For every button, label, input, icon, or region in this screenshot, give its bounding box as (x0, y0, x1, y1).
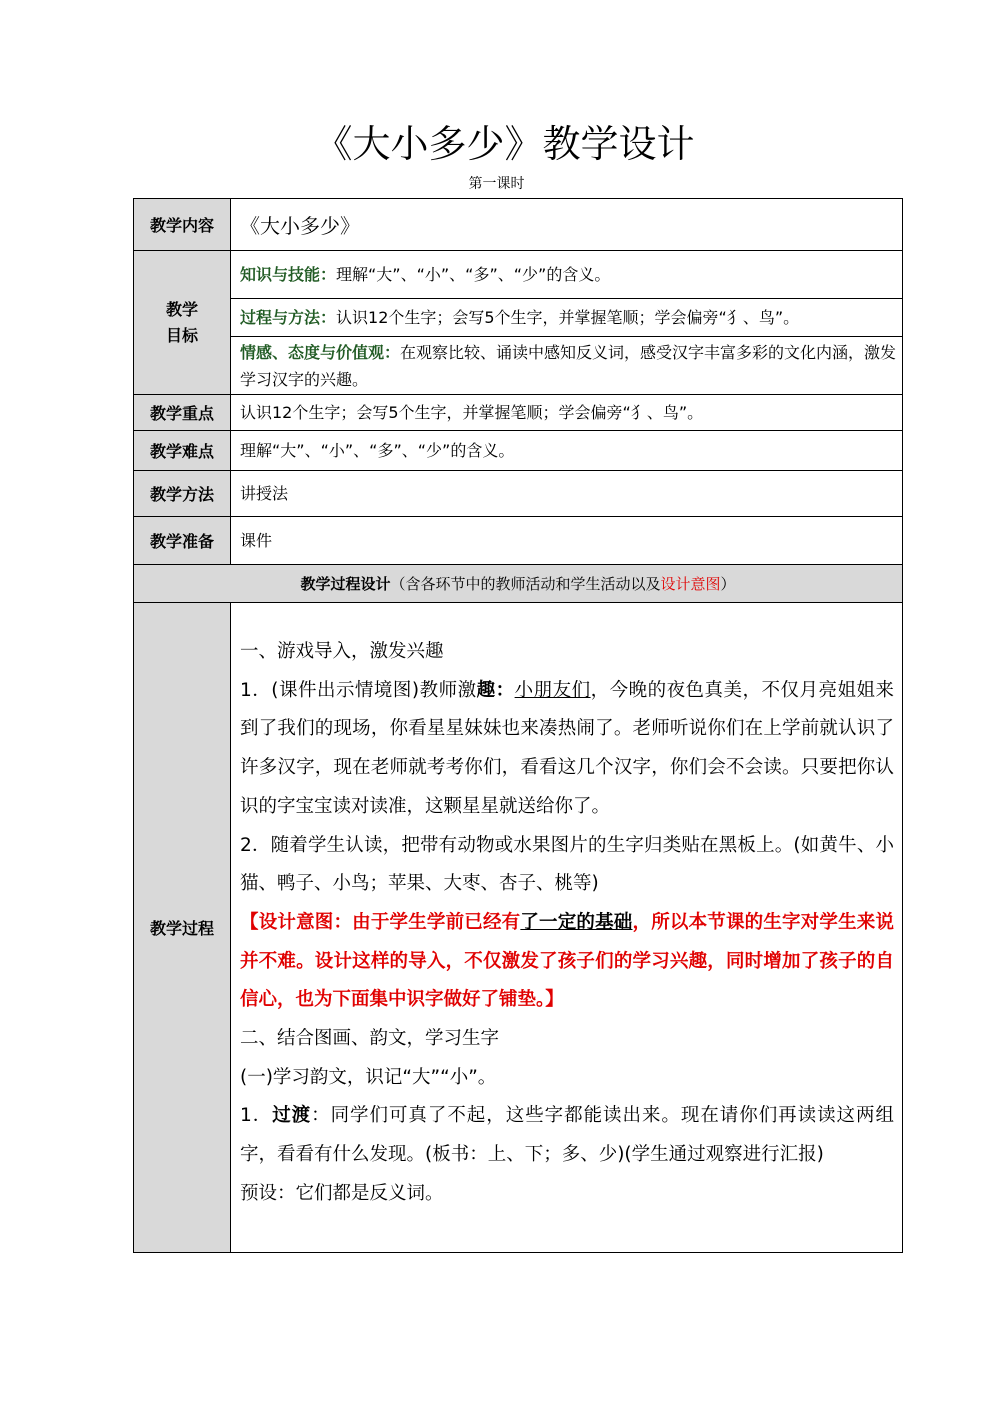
design-intent (240, 904, 894, 1020)
label-difficulties: 教学难点 (134, 431, 231, 471)
value-method: 讲授法 (231, 471, 903, 517)
section2-title: 二、结合图画、韵文，学习生字 (240, 1028, 500, 1050)
paragraph-2: 2．随着学生认读，把带有动物或水果图片的生字归类贴在黑板上。(如黄牛、小猫、鸭子、小鸟；苹果、大枣、杏子、桃等) (240, 834, 894, 895)
row-goal-emotion (134, 337, 903, 395)
design-header (134, 565, 903, 603)
row-preparation (134, 517, 903, 565)
design-part-b: 了一定的基础 (520, 911, 633, 933)
label-goals-line1: 教学 (165, 299, 198, 319)
paragraph-3 (240, 1097, 894, 1174)
label-key-points: 教学重点 (134, 395, 231, 431)
design-part-a: 【设计意图：由于学生学前已经有 (240, 911, 521, 933)
p1-part-b: 趣： (476, 679, 515, 701)
lesson-subtitle: 第一课时 (468, 176, 525, 192)
paragraph-4: 预设：它们都是反义词。 (240, 1182, 444, 1204)
label-content: 教学内容 (134, 199, 231, 251)
paragraph-1 (240, 672, 894, 827)
subsection-1: (一)学习韵文，识记“大”“小”。 (240, 1066, 497, 1088)
section1-title: 一、游戏导入，激发兴趣 (240, 641, 444, 662)
page-title: 《大小多少》教学设计 (314, 122, 695, 166)
label-method: 教学方法 (134, 471, 231, 517)
content-text: 《大小多少》 (240, 214, 360, 238)
goal-knowledge-heading: 知识与技能： (240, 265, 337, 284)
row-design-header (134, 565, 903, 603)
design-header-red: 设计意图 (660, 575, 721, 593)
p1-part-d: ，今晚的夜色真美，不仅月亮姐姐来到了我们的现场，你看星星妹妹也来凑热闹了。老师听说你们在上学前就认识了许多汉字，现在老师就考考你们，看看这几个汉字，你们会不会读。只要把你认识的字宝宝读对读准，这颗星星就送给你了。 (240, 679, 894, 817)
label-goals (134, 251, 231, 395)
goal-emotion-text: 在观察比较、诵读中感知反义词，感受汉字丰富多彩的文化内涵，激发学习汉字的兴趣。 (240, 342, 897, 389)
row-goal-process (134, 299, 903, 337)
label-goals-line2: 目标 (165, 325, 198, 345)
row-difficulties (134, 431, 903, 471)
row-key-points (134, 395, 903, 431)
row-goal-knowledge (134, 251, 903, 299)
row-process (134, 603, 903, 1253)
design-header-bold: 教学过程设计 (300, 575, 391, 593)
goal-process-heading: 过程与方法： (240, 308, 337, 327)
goal-knowledge (231, 251, 903, 299)
label-preparation: 教学准备 (134, 517, 231, 565)
value-preparation: 课件 (231, 517, 903, 565)
p1-part-a: 1．(课件出示情境图)教师激 (240, 679, 477, 701)
design-header-close: ） (720, 575, 736, 593)
p3-part-c: ：同学们可真了不起，这些字都能读出来。现在请你们再读读这两组字，看看有什么发现。(板书：上、下；多、少)(学生通过观察进行汇报) (240, 1105, 894, 1166)
p1-part-c: 小朋友们 (514, 679, 591, 701)
row-method (134, 471, 903, 517)
p3-part-b: 过渡 (272, 1105, 312, 1127)
p3-part-a: 1． (240, 1105, 273, 1127)
goal-process-text: 认识12个生字；会写5个生字，并掌握笔顺；学会偏旁“犭、鸟”。 (336, 308, 800, 327)
goal-knowledge-text: 理解“大”、“小”、“多”、“少”的含义。 (336, 265, 611, 284)
goal-process (231, 299, 903, 337)
lesson-plan-table (133, 198, 903, 1253)
goal-emotion-heading: 情感、态度与价值观： (240, 342, 401, 362)
value-difficulties: 理解“大”、“小”、“多”、“少”的含义。 (231, 431, 903, 471)
label-process: 教学过程 (134, 603, 231, 1253)
process-content (231, 603, 903, 1253)
design-part-c: ，所以本节课的生字对学生来说并不难。设计这样的导入，不仅激发了孩子们的学习兴趣，同时增加了孩子的自信心，也为下面集中识字做好了铺垫。】 (240, 911, 894, 1011)
design-header-normal: （含各环节中的教师活动和学生活动以及 (390, 575, 661, 593)
value-content (231, 199, 903, 251)
goal-emotion (231, 337, 903, 395)
row-content (134, 199, 903, 251)
value-key-points: 认识12个生字；会写5个生字，并掌握笔顺；学会偏旁“犭、鸟”。 (231, 395, 903, 431)
